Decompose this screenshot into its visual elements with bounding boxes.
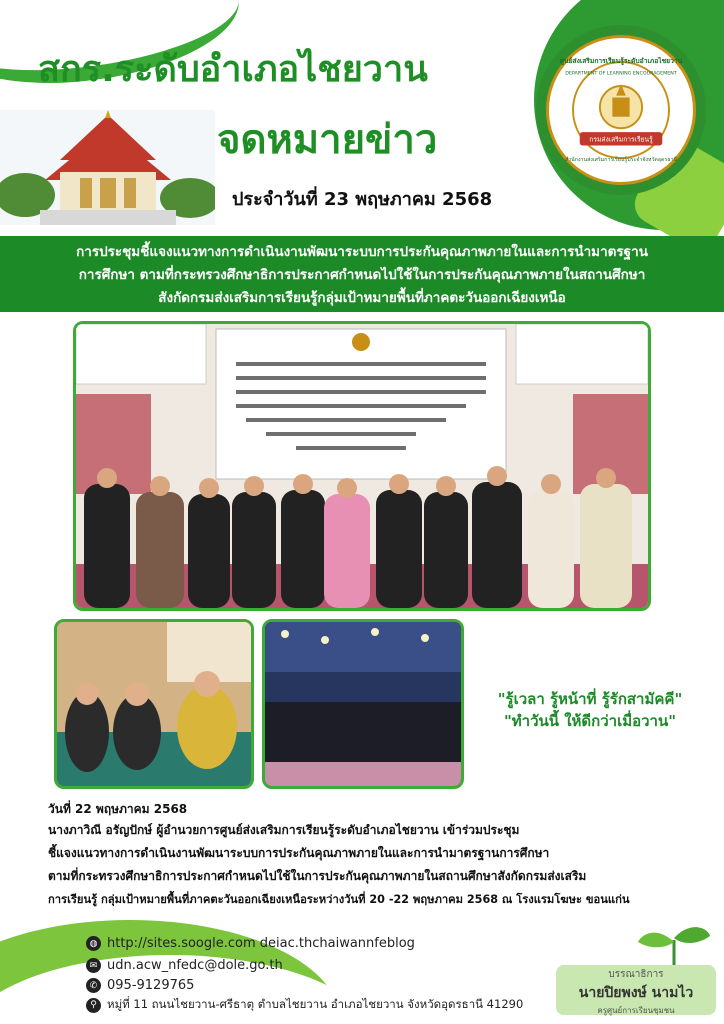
header-title: สกร.ระดับอำเภอไชยวาน xyxy=(38,49,428,90)
headline-banner xyxy=(0,236,724,312)
meeting-photo-hall xyxy=(262,619,464,789)
group-photo xyxy=(73,321,651,611)
editor-role: บรรณาธิการ xyxy=(608,969,664,980)
editor-subtitle: ครูศูนย์การเรียนชุมชน xyxy=(597,1006,675,1015)
location-icon: ⚲ xyxy=(86,998,101,1013)
address-text: หมู่ที่ 11 ถนนไชยวาน-ศรีธาตุ ตำบลไชยวาน อำเภอไชยวาน จังหวัดอุดรธานี 41290 xyxy=(107,997,524,1011)
contact-phone[interactable] xyxy=(86,978,194,993)
logo-bottom-text: สำนักงานส่งเสริมการเรียนรู้ประจำจังหวัดอุดรธานี xyxy=(564,156,678,163)
article-line-2: ชี้แจงแนวทางการดำเนินงานพัฒนาระบบการประกันคุณภาพภายในและการนำมาตรฐานการศึกษา xyxy=(48,846,550,860)
article-date: วันที่ 22 พฤษภาคม 2568 xyxy=(48,802,188,816)
newsletter-title: จดหมายข่าว xyxy=(217,117,438,163)
seal-emblem-icon xyxy=(549,35,693,185)
editor-name: นายปิยพงษ์ นามไว xyxy=(578,985,694,1001)
article-body xyxy=(48,819,688,911)
contact-website[interactable] xyxy=(86,936,415,951)
email-text: udn.acw_nfedc@dole.go.th xyxy=(107,958,283,973)
organization-logo xyxy=(536,25,706,195)
contact-address xyxy=(86,996,523,1014)
phone-icon: ✆ xyxy=(86,978,101,993)
logo-english-text: DEPARTMENT OF LEARNING ENCOURAGEMENT xyxy=(565,71,677,77)
logo-top-text: ศูนย์ส่งเสริมการเรียนรู้ระดับอำเภอไชยวาน xyxy=(559,56,683,65)
motto-quote xyxy=(482,688,698,732)
article-line-4: การเรียนรู้ กลุ่มเป้าหมายพื้นที่ภาคตะวันออกเฉียงเหนือระหว่างวันที่ 20 -22 พฤษภาคม 2568 ณ โรงแรมโฆษะ ขอนแก่น xyxy=(48,893,630,906)
email-icon: ✉ xyxy=(86,958,101,973)
headline-line-1: การประชุมชี้แจงแนวทางการดำเนินงานพัฒนาระบบการประกันคุณภาพภายในและการนำมาตรฐาน xyxy=(76,244,648,260)
website-text: http://sites.soogle.com deiac.thchaiwannfeblog xyxy=(107,936,415,951)
article-line-1: นางภาวิณี อรัญปักษ์ ผู้อำนวยการศูนย์ส่งเสริมการเรียนรู้ระดับอำเภอไชยวาน เข้าร่วมประชุม xyxy=(48,823,520,837)
contact-email[interactable] xyxy=(86,958,283,973)
editor-signature xyxy=(556,965,716,1015)
motto-line-2: "ทำวันนี้ ให้ดีกว่าเมื่อวาน" xyxy=(503,712,677,730)
article-line-3: ตามที่กระทรวงศึกษาธิการประกาศกำหนดไปใช้ในการประกันคุณภาพภายในสถานศึกษาสังกัดกรมส่งเสริม xyxy=(48,869,587,883)
phone-text: 095-9129765 xyxy=(107,978,195,993)
globe-icon: ◍ xyxy=(86,936,101,951)
temple-image xyxy=(0,110,215,225)
meeting-photo-left xyxy=(54,619,254,789)
motto-line-1: "รู้เวลา รู้หน้าที่ รู้รักสามัคคี" xyxy=(497,690,683,708)
plant-leaf-icon xyxy=(636,920,712,970)
headline-line-3: สังกัดกรมส่งเสริมการเรียนรู้กลุ่มเป้าหมายพื้นที่ภาคตะวันออกเฉียงเหนือ xyxy=(158,290,566,306)
logo-ribbon-text: กรมส่งเสริมการเรียนรู้ xyxy=(589,135,653,144)
issue-date: ประจำวันที่ 23 พฤษภาคม 2568 xyxy=(232,189,493,210)
headline-line-2: การศึกษา ตามที่กระทรวงศึกษาธิการประกาศกำหนดไปใช้ในการประกันคุณภาพภายในสถานศึกษา xyxy=(78,267,646,283)
